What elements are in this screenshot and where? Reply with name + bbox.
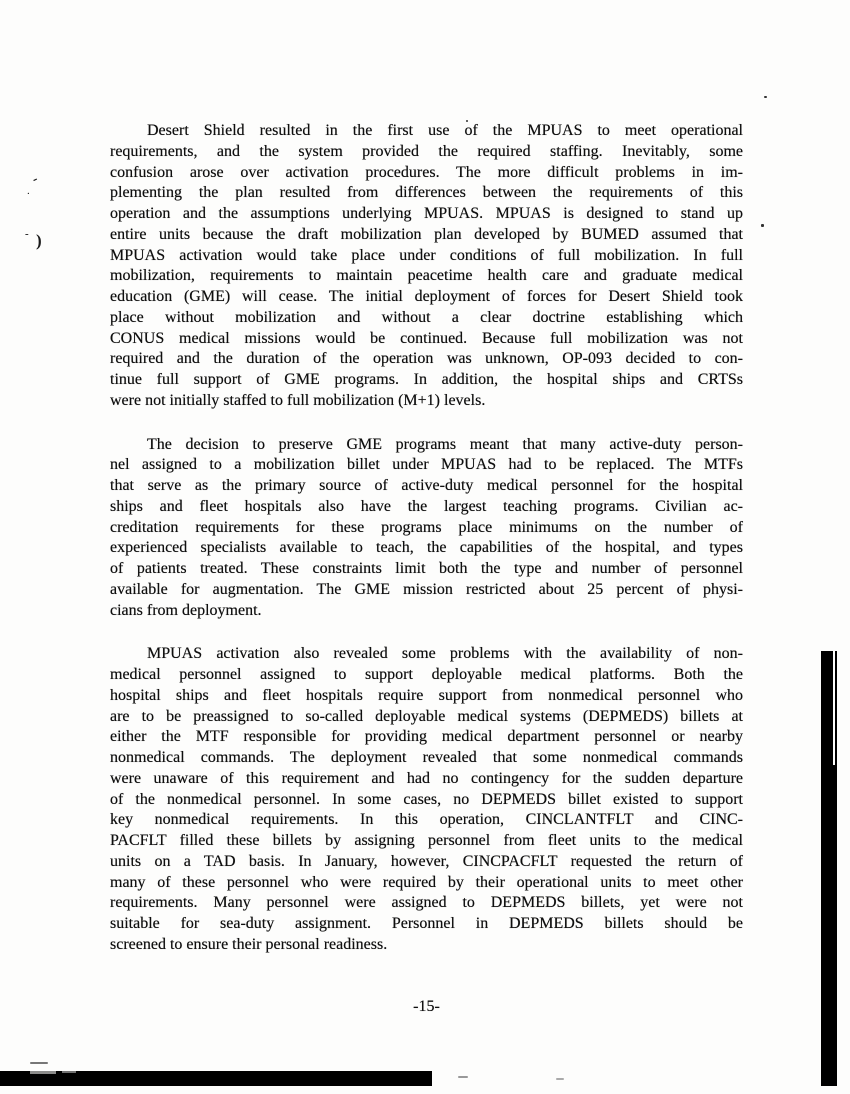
text-line: medical personnel assigned to support deployable medical platforms. Both the bbox=[110, 666, 743, 683]
text-line: experienced specialists available to teach, the capabilities of the hospital, and types bbox=[110, 539, 743, 557]
text-line: Desert Shield resulted in the first use of the MPUAS to meet operational bbox=[147, 122, 743, 139]
scan-speck bbox=[764, 96, 767, 98]
text-line: are to be preassigned to so-called deployable medical systems (DEPMEDS) billets at bbox=[110, 707, 743, 725]
text-line: CONUS medical missions would be continued. Because full mobilization was not bbox=[110, 329, 743, 347]
paragraph-mpuas-first-use bbox=[110, 121, 743, 412]
text-line: requirements. Many personnel were assigned to DEPMEDS billets, yet were not bbox=[110, 894, 743, 912]
text-line: confusion arose over activation procedures. The more difficult problems in im- bbox=[110, 163, 743, 181]
scan-speck bbox=[761, 224, 764, 227]
scan-bar-white-gap bbox=[833, 651, 835, 765]
text-line: many of these personnel who were required by their operational units to meet other bbox=[110, 873, 743, 891]
text-line: mobilization, requirements to maintain peacetime health care and graduate medical bbox=[110, 267, 743, 285]
text-line: available for augmentation. The GME mission restricted about 25 percent of physi- bbox=[110, 580, 743, 598]
text-line: MPUAS activation also revealed some problems with the availability of non- bbox=[147, 645, 743, 663]
text-line: units on a TAD basis. In January, however, CINCPACFLT requested the return of bbox=[110, 852, 743, 870]
text-line: education (GME) will cease. The initial deployment of forces for Desert Shield took bbox=[110, 288, 743, 305]
text-line: place without mobilization and without a clear doctrine establishing which bbox=[110, 308, 743, 326]
text-line: tinue full support of GME programs. In addition, the hospital ships and CRTSs bbox=[110, 371, 743, 388]
scan-speck bbox=[458, 1076, 468, 1078]
text-line: ships and fleet hospitals also have the largest teaching programs. Civilian ac- bbox=[110, 497, 743, 515]
paragraph-gme-decision bbox=[110, 435, 743, 622]
page-number: -15- bbox=[413, 998, 440, 1015]
text-line: nonmedical commands. The deployment revealed that some nonmedical commands bbox=[110, 749, 743, 766]
margin-dash-mark: - bbox=[29, 171, 41, 188]
text-line: plementing the plan resulted from differences between the requirements of this bbox=[110, 184, 743, 202]
text-line: key nonmedical requirements. In this operation, CINCLANTFLT and CINC- bbox=[110, 811, 743, 829]
text-line: MPUAS activation would take place under conditions of full mobilization. In full bbox=[110, 246, 743, 264]
paragraph-nonmedical-personnel bbox=[110, 644, 743, 955]
text-line: suitable for sea-duty assignment. Personnel in DEPMEDS billets should be bbox=[110, 915, 743, 932]
text-line: creditation requirements for these programs place minimums on the number of bbox=[110, 518, 743, 536]
scan-black-bar-right bbox=[821, 651, 837, 1086]
text-line: were unaware of this requirement and had no contingency for the sudden departure bbox=[110, 769, 743, 787]
text-line: cians from deployment. bbox=[110, 601, 262, 619]
text-line: screened to ensure their personal readiness. bbox=[110, 935, 388, 953]
text-line: of patients treated. These constraints limit both the type and number of personnel bbox=[110, 560, 743, 577]
text-line: either the MTF responsible for providing medical department personnel or nearby bbox=[110, 728, 743, 746]
scan-speck bbox=[556, 1078, 564, 1080]
text-line: operation and the assumptions underlying MPUAS. MPUAS is designed to stand up bbox=[110, 205, 743, 222]
margin-dot-mark: . bbox=[27, 185, 30, 197]
scan-black-bar-bottom bbox=[0, 1071, 432, 1086]
text-line: were not initially staffed to full mobilization (M+1) levels. bbox=[110, 391, 486, 409]
text-line: The decision to preserve GME programs meant that many active-duty person- bbox=[147, 435, 743, 453]
text-line: that serve as the primary source of active-duty medical personnel for the hospital bbox=[110, 477, 743, 494]
scan-bar-notch bbox=[30, 1071, 56, 1074]
text-line: requirements, and the system provided the required staffing. Inevitably, some bbox=[110, 142, 743, 160]
scan-speck bbox=[466, 120, 468, 122]
scan-speck bbox=[30, 1062, 48, 1064]
text-line: entire units because the draft mobilization plan developed by BUMED assumed that bbox=[110, 225, 743, 243]
text-line: nel assigned to a mobilization billet under MPUAS had to be replaced. The MTFs bbox=[110, 456, 743, 474]
margin-tick-mark: - bbox=[25, 228, 29, 240]
text-line: of the nonmedical personnel. In some cases, no DEPMEDS billet existed to support bbox=[110, 790, 743, 808]
text-line: required and the duration of the operation was unknown, OP-093 decided to con- bbox=[110, 350, 743, 368]
margin-paren-mark: ) bbox=[36, 231, 42, 250]
scan-bar-notch bbox=[62, 1071, 76, 1073]
text-line: hospital ships and fleet hospitals require support from nonmedical personnel who bbox=[110, 686, 743, 704]
text-line: PACFLT filled these billets by assigning personnel from fleet units to the medical bbox=[110, 832, 743, 849]
body-text bbox=[110, 121, 743, 979]
